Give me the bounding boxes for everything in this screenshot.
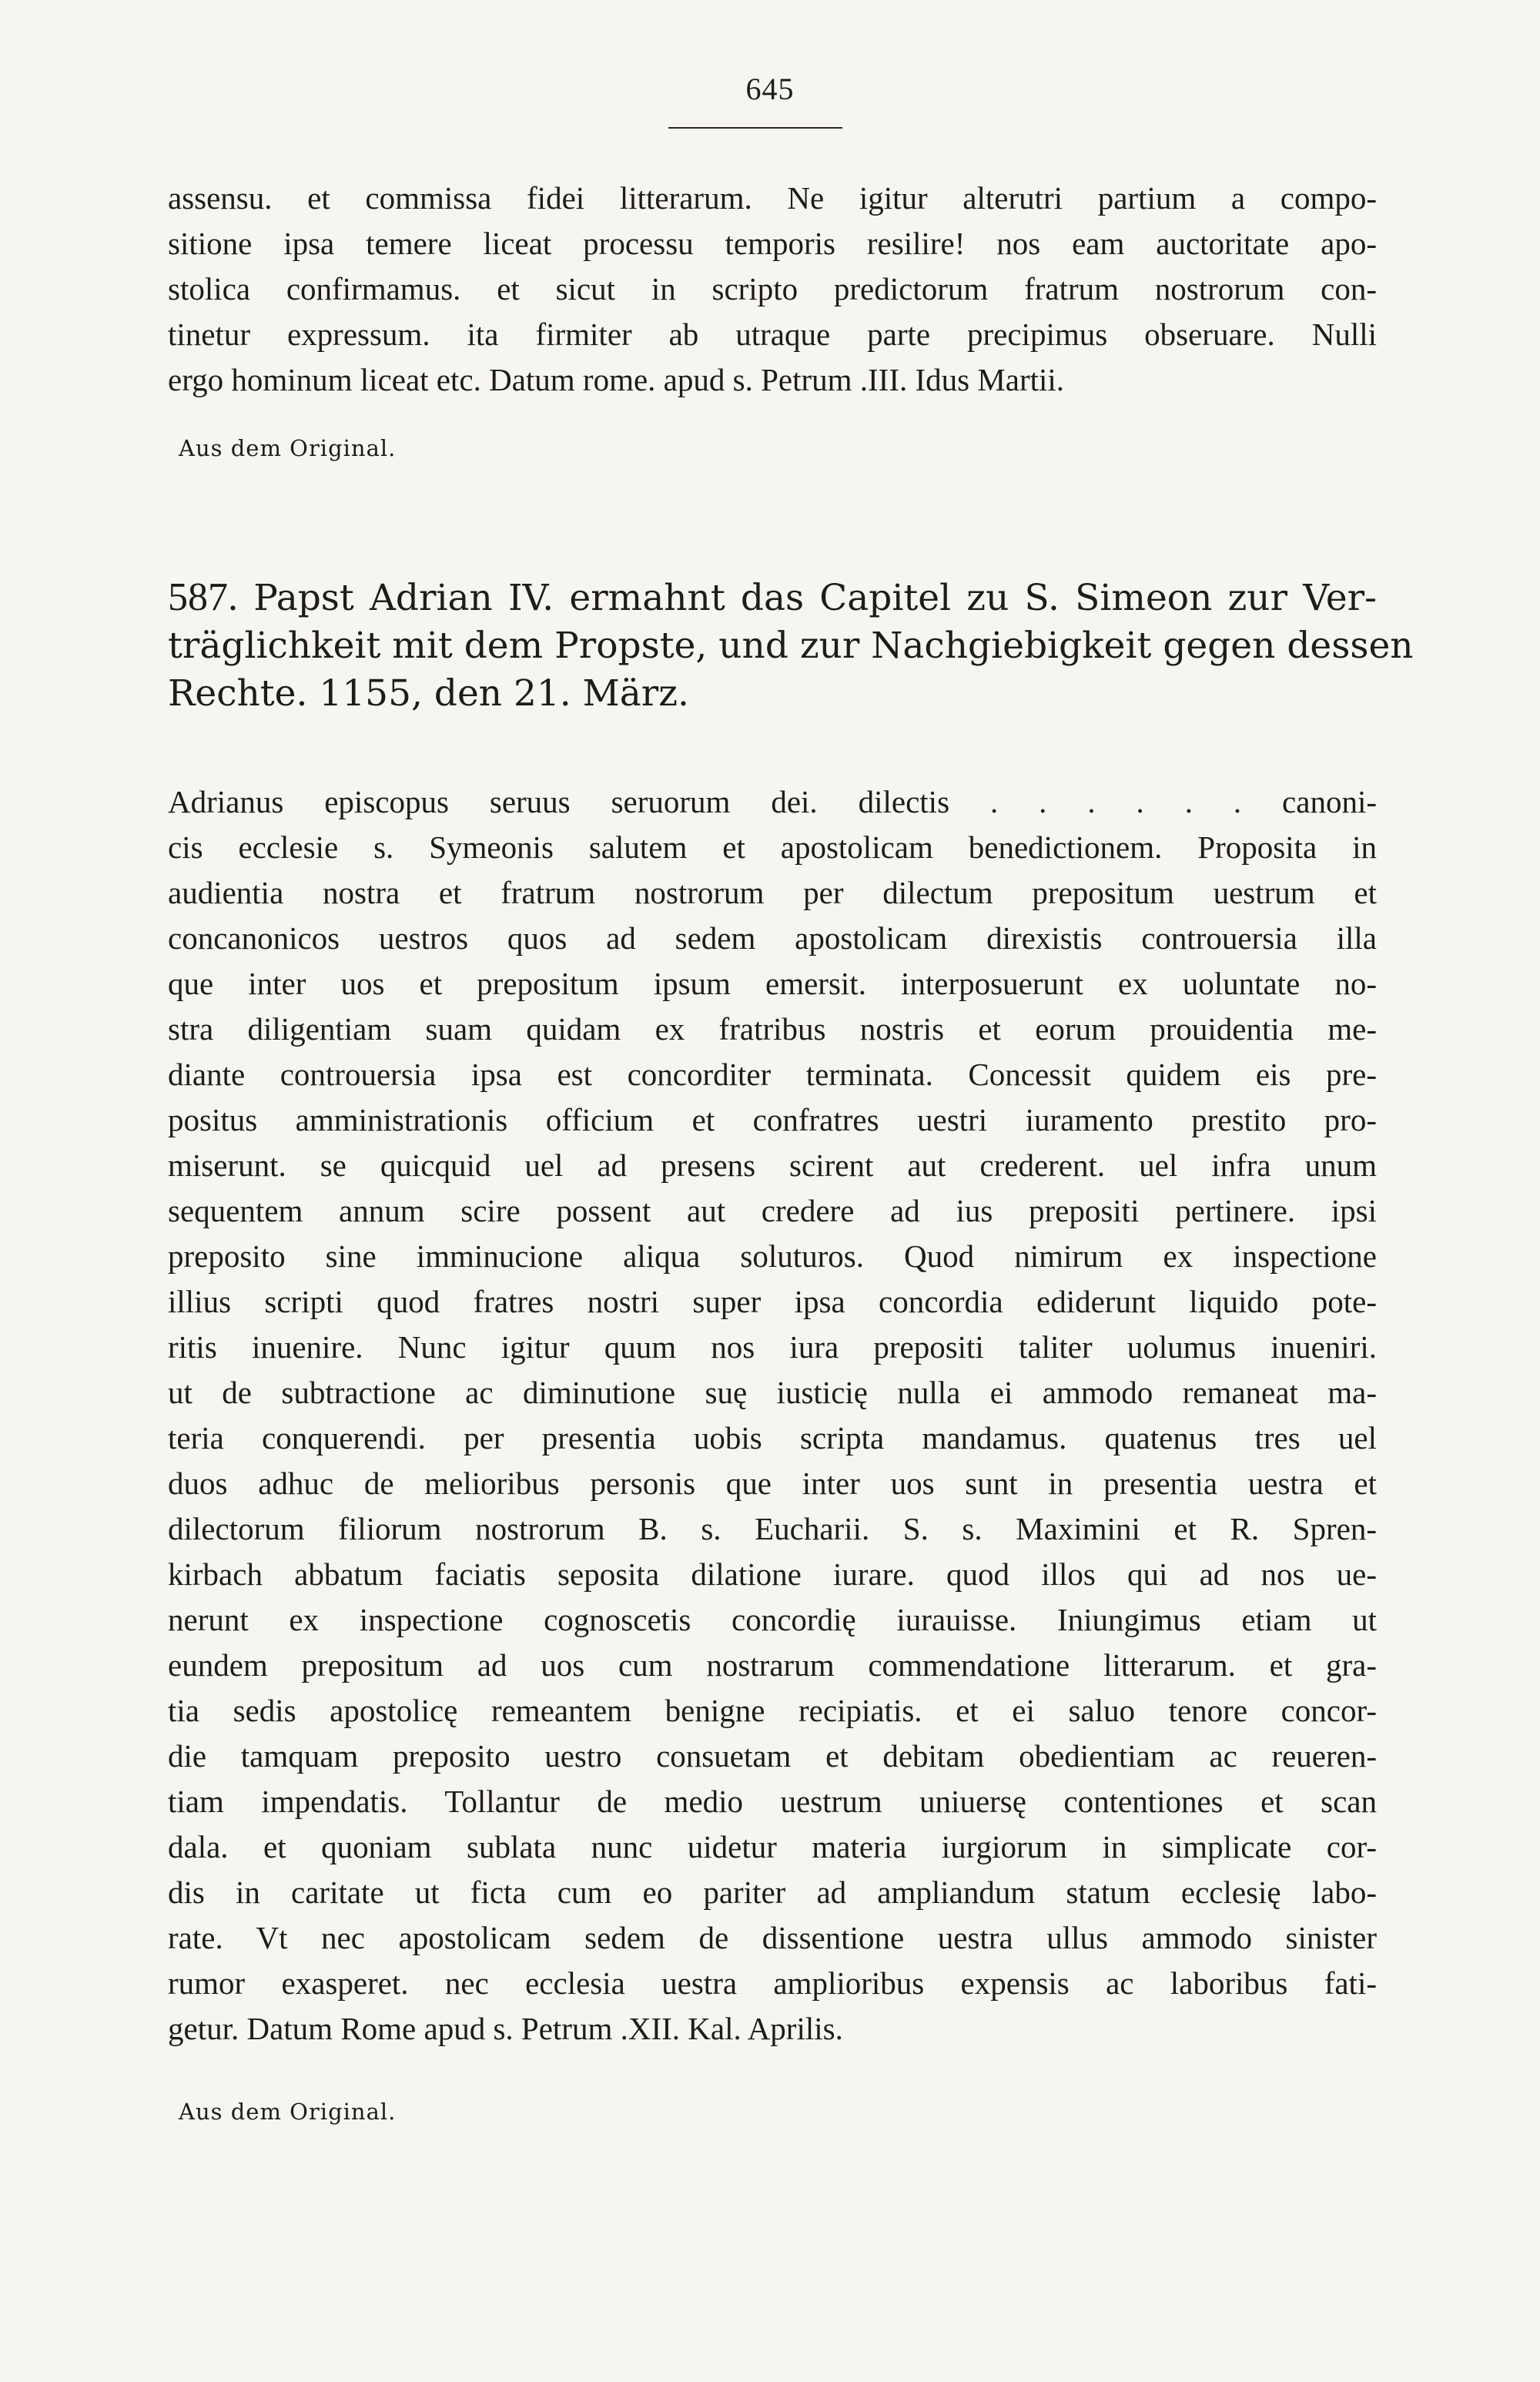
text-line: ut de subtractione ac diminutione suę iusticię nulla ei ammodo remaneat ma- <box>168 1375 1377 1410</box>
document-number: 587. <box>168 575 238 619</box>
text-line: sequentem annum scire possent aut credere ad ius prepositi pertinere. ipsi <box>168 1193 1377 1228</box>
text-line: rate. Vt nec apostolicam sedem de dissentione uestra ullus ammodo sinister <box>168 1920 1377 1955</box>
text-line: ritis inuenire. Nunc igitur quum nos iura prepositi taliter uolumus inueniri. <box>168 1329 1377 1365</box>
text-line: illius scripti quod fratres nostri super ipsa concordia ediderunt liquido pote- <box>168 1284 1377 1319</box>
text-line: Adrianus episcopus seruus seruorum dei. dilectis . . . . . . canoni- <box>168 784 1377 819</box>
heading-line-1 <box>168 574 1377 622</box>
continued-text <box>168 176 1377 403</box>
text-line: positus amministrationis officium et confratres uestri iuramento prestito pro- <box>168 1102 1377 1137</box>
text-line: kirbach abbatum faciatis seposita dilatione iurare. quod illos qui ad nos ue- <box>168 1556 1377 1592</box>
text-line: miserunt. se quicquid uel ad presens scirent aut crederent. uel infra unum <box>168 1147 1377 1183</box>
text-line: teria conquerendi. per presentia uobis scripta mandamus. quatenus tres uel <box>168 1420 1377 1456</box>
text-line: dala. et quoniam sublata nunc uidetur materia iurgiorum in simplicate cor- <box>168 1829 1377 1864</box>
source-note: Aus dem Original. <box>179 2099 397 2125</box>
text-line: tiam impendatis. Tollantur de medio uestrum uniuersę contentiones et scan <box>168 1784 1377 1819</box>
text-line: rumor exasperet. nec ecclesia uestra amplioribus expensis ac laboribus fati- <box>168 1965 1377 2001</box>
text-line: preposito sine imminucione aliqua soluturos. Quod nimirum ex inspectione <box>168 1238 1377 1274</box>
text-line: ergo hominum liceat etc. Datum rome. apud s. Petrum .III. Idus Martii. <box>168 362 1065 397</box>
source-note: Aus dem Original. <box>179 435 397 461</box>
text-line: tia sedis apostolicę remeantem benigne recipiatis. et ei saluo tenore concor- <box>168 1693 1377 1728</box>
text-line: audientia nostra et fratrum nostrorum per dilectum prepositum uestrum et <box>168 875 1377 910</box>
text-line: stra diligentiam suam quidam ex fratribus nostris et eorum prouidentia me- <box>168 1011 1377 1047</box>
text-line: cis ecclesie s. Symeonis salutem et apostolicam benedictionem. Proposita in <box>168 829 1377 865</box>
text-line: assensu. et commissa fidei litterarum. Ne igitur alterutri partium a compo- <box>168 180 1377 216</box>
text-line: nerunt ex inspectione cognoscetis concordię iurauisse. Iniungimus etiam ut <box>168 1602 1377 1637</box>
text-line: getur. Datum Rome apud s. Petrum .XII. Kal. Aprilis. <box>168 2011 843 2046</box>
text-line: die tamquam preposito uestro consuetam et debitam obedientiam ac reueren- <box>168 1738 1377 1774</box>
text-line: sitione ipsa temere liceat processu temporis resilire! nos eam auctoritate apo- <box>168 226 1377 261</box>
text-line: eundem prepositum ad uos cum nostrarum commendatione litterarum. et gra- <box>168 1647 1377 1683</box>
text-line: tinetur expressum. ita firmiter ab utraque parte precipimus obseruare. Nulli <box>168 317 1377 352</box>
text-line: dis in caritate ut ficta cum eo pariter ad ampliandum statum ecclesię labo- <box>168 1874 1377 1910</box>
document-heading <box>168 574 1414 718</box>
document-body <box>168 779 1377 2052</box>
heading-text: Papst Adrian IV. ermahnt das Capitel zu S. Simeon zur Ver- <box>253 577 1377 619</box>
text-line: duos adhuc de melioribus personis que inter uos sunt in presentia uestra et <box>168 1466 1377 1501</box>
heading-line-3: Rechte. 1155, den 21. März. <box>168 672 689 715</box>
page-number: 645 <box>745 72 795 106</box>
heading-line-2: träglichkeit mit dem Propste, und zur Nachgiebigkeit gegen dessen <box>168 625 1414 667</box>
text-line: concanonicos uestros quos ad sedem apostolicam direxistis controuersia illa <box>168 920 1377 956</box>
text-line: diante controuersia ipsa est concorditer terminata. Concessit quidem eis pre- <box>168 1057 1377 1092</box>
text-line: que inter uos et prepositum ipsum emersit. interposuerunt ex uoluntate no- <box>168 966 1377 1001</box>
page-number-rule <box>668 127 842 129</box>
text-line: stolica confirmamus. et sicut in scripto predictorum fratrum nostrorum con- <box>168 271 1377 307</box>
text-line: dilectorum filiorum nostrorum B. s. Eucharii. S. s. Maximini et R. Spren- <box>168 1511 1377 1546</box>
